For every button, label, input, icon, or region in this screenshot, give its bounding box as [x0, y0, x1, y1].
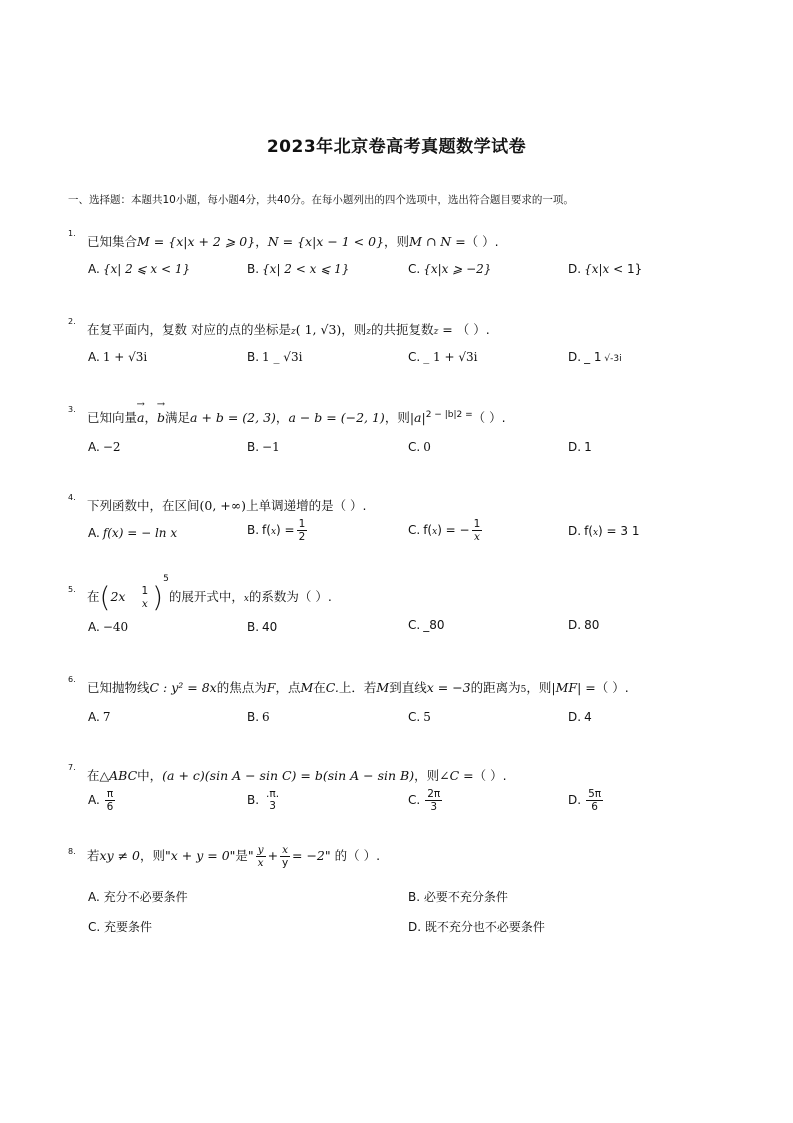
- option-c[interactable]: C. 5: [408, 710, 431, 724]
- option-c[interactable]: C. $\frac{2\pi}{3}$: [408, 788, 441, 814]
- fraction: $\frac{1}{x}$: [473, 518, 481, 544]
- question-number: 8.: [68, 847, 76, 856]
- section-header: 一、选择题：本题共10小题，每小题4分，共40分。在每小题列出的四个选项中，选出符合题目要求的一项。: [68, 194, 574, 206]
- vector-b: → b: [157, 410, 165, 425]
- option-d[interactable]: D. 1: [568, 440, 592, 454]
- question-number: 3.: [68, 405, 76, 414]
- fraction: $\frac{y}{x}$: [257, 844, 264, 870]
- option-c[interactable]: C. f(x) = − $\frac{1}{x}$: [408, 518, 481, 544]
- option-b[interactable]: B. 1 _ √3i: [247, 350, 303, 364]
- question-stem: 在复平面内，复数 对应的点的坐标是z( 1, √3)，则z的共扼复数z = （ ）.: [87, 322, 490, 337]
- question-stem: 已知向量→ a，→ b满足a + b = (2, 3)，a − b = (−2, 1)，则$|a|^{2 - |b|2 =}$（ ）.: [87, 408, 506, 426]
- option-d[interactable]: D. 既不充分也不必要条件: [408, 920, 545, 934]
- fraction: 1 x: [141, 585, 149, 610]
- question-number: 5.: [68, 585, 76, 594]
- question-number: 7.: [68, 763, 76, 772]
- option-c[interactable]: C. 充要条件: [88, 920, 153, 934]
- option-a[interactable]: A. 7: [88, 710, 111, 724]
- option-d[interactable]: D. f(x) = 3 1: [568, 524, 640, 538]
- option-b[interactable]: B. f(x) = $\frac{1}{2}$: [247, 518, 306, 544]
- option-a[interactable]: A. $\frac{\pi}{6}$: [88, 788, 114, 814]
- question-stem: 在△ABC中，(a + c)(sin A − sin C) = b(sin A − sin B)，则∠C =（ ）.: [87, 768, 507, 783]
- option-a[interactable]: A. f(x) = − ln x: [88, 526, 178, 540]
- question-stem: 若xy ≠ 0，则"x + y = 0"是" $\frac{y}{x}$ + $\frac{x}{y}$ = −2" 的（ ）.: [87, 844, 381, 870]
- option-c[interactable]: C. {x|x ⩾ −2}: [408, 262, 492, 276]
- option-c[interactable]: C. _80: [408, 618, 445, 632]
- question-number: 4.: [68, 493, 76, 502]
- option-d[interactable]: D. 80: [568, 618, 600, 632]
- fraction: $\frac{1}{2}$: [298, 518, 306, 544]
- question-number: 6.: [68, 675, 76, 684]
- option-a[interactable]: A. 充分不必要条件: [88, 890, 188, 904]
- question-stem: 已知集合M = {x|x + 2 ⩾ 0}，N = {x|x − 1 < 0}，则M ∩ N =（ ）.: [87, 234, 499, 249]
- exam-title: 2023年北京卷高考真题数学试卷: [266, 137, 527, 157]
- option-a[interactable]: A. 1 + √3i: [88, 350, 148, 364]
- option-a[interactable]: A. −40: [88, 620, 129, 634]
- question-stem: 在(2x 1 x )$^5$的展开式中，x的系数为（ ）.: [87, 574, 332, 614]
- fraction: $\frac{\pi}{6}$: [106, 788, 114, 814]
- question-stem: 下列函数中，在区间(0, +∞)上单调递增的是（ ）.: [87, 498, 367, 513]
- option-c[interactable]: C. 0: [408, 440, 431, 454]
- option-d[interactable]: D. _ 1 √-3i: [568, 350, 622, 364]
- option-d[interactable]: D. 4: [568, 710, 592, 724]
- option-a[interactable]: A. −2: [88, 440, 121, 454]
- option-b[interactable]: B. 必要不充分条件: [408, 890, 508, 904]
- option-c[interactable]: C. _ 1 + √3i: [408, 350, 478, 364]
- option-a[interactable]: A. {x| 2 ⩽ x < 1}: [88, 262, 191, 276]
- fraction: .π. 3: [266, 788, 280, 813]
- question-number: 1.: [68, 229, 76, 238]
- option-d[interactable]: D. $\frac{5\pi}{6}$: [568, 788, 602, 814]
- question-stem: 已知抛物线C : y² = 8x的焦点为F，点M在C.上．若M到直线x = −3的距离为5，则|MF| =（ ）.: [87, 680, 629, 695]
- option-b[interactable]: B. {x| 2 < x ⩽ 1}: [247, 262, 350, 276]
- option-b[interactable]: B. 40: [247, 620, 278, 634]
- question-number: 2.: [68, 317, 76, 326]
- option-b[interactable]: B. .π. 3: [247, 788, 280, 813]
- fraction: $\frac{2\pi}{3}$: [427, 788, 441, 814]
- option-b[interactable]: B. 6: [247, 710, 270, 724]
- option-b[interactable]: B. −1: [247, 440, 280, 454]
- fraction: $\frac{5\pi}{6}$: [588, 788, 602, 814]
- option-d[interactable]: D. {x|x < 1}: [568, 262, 643, 276]
- fraction: $\frac{x}{y}$: [281, 844, 289, 870]
- vector-a: → a: [137, 410, 144, 425]
